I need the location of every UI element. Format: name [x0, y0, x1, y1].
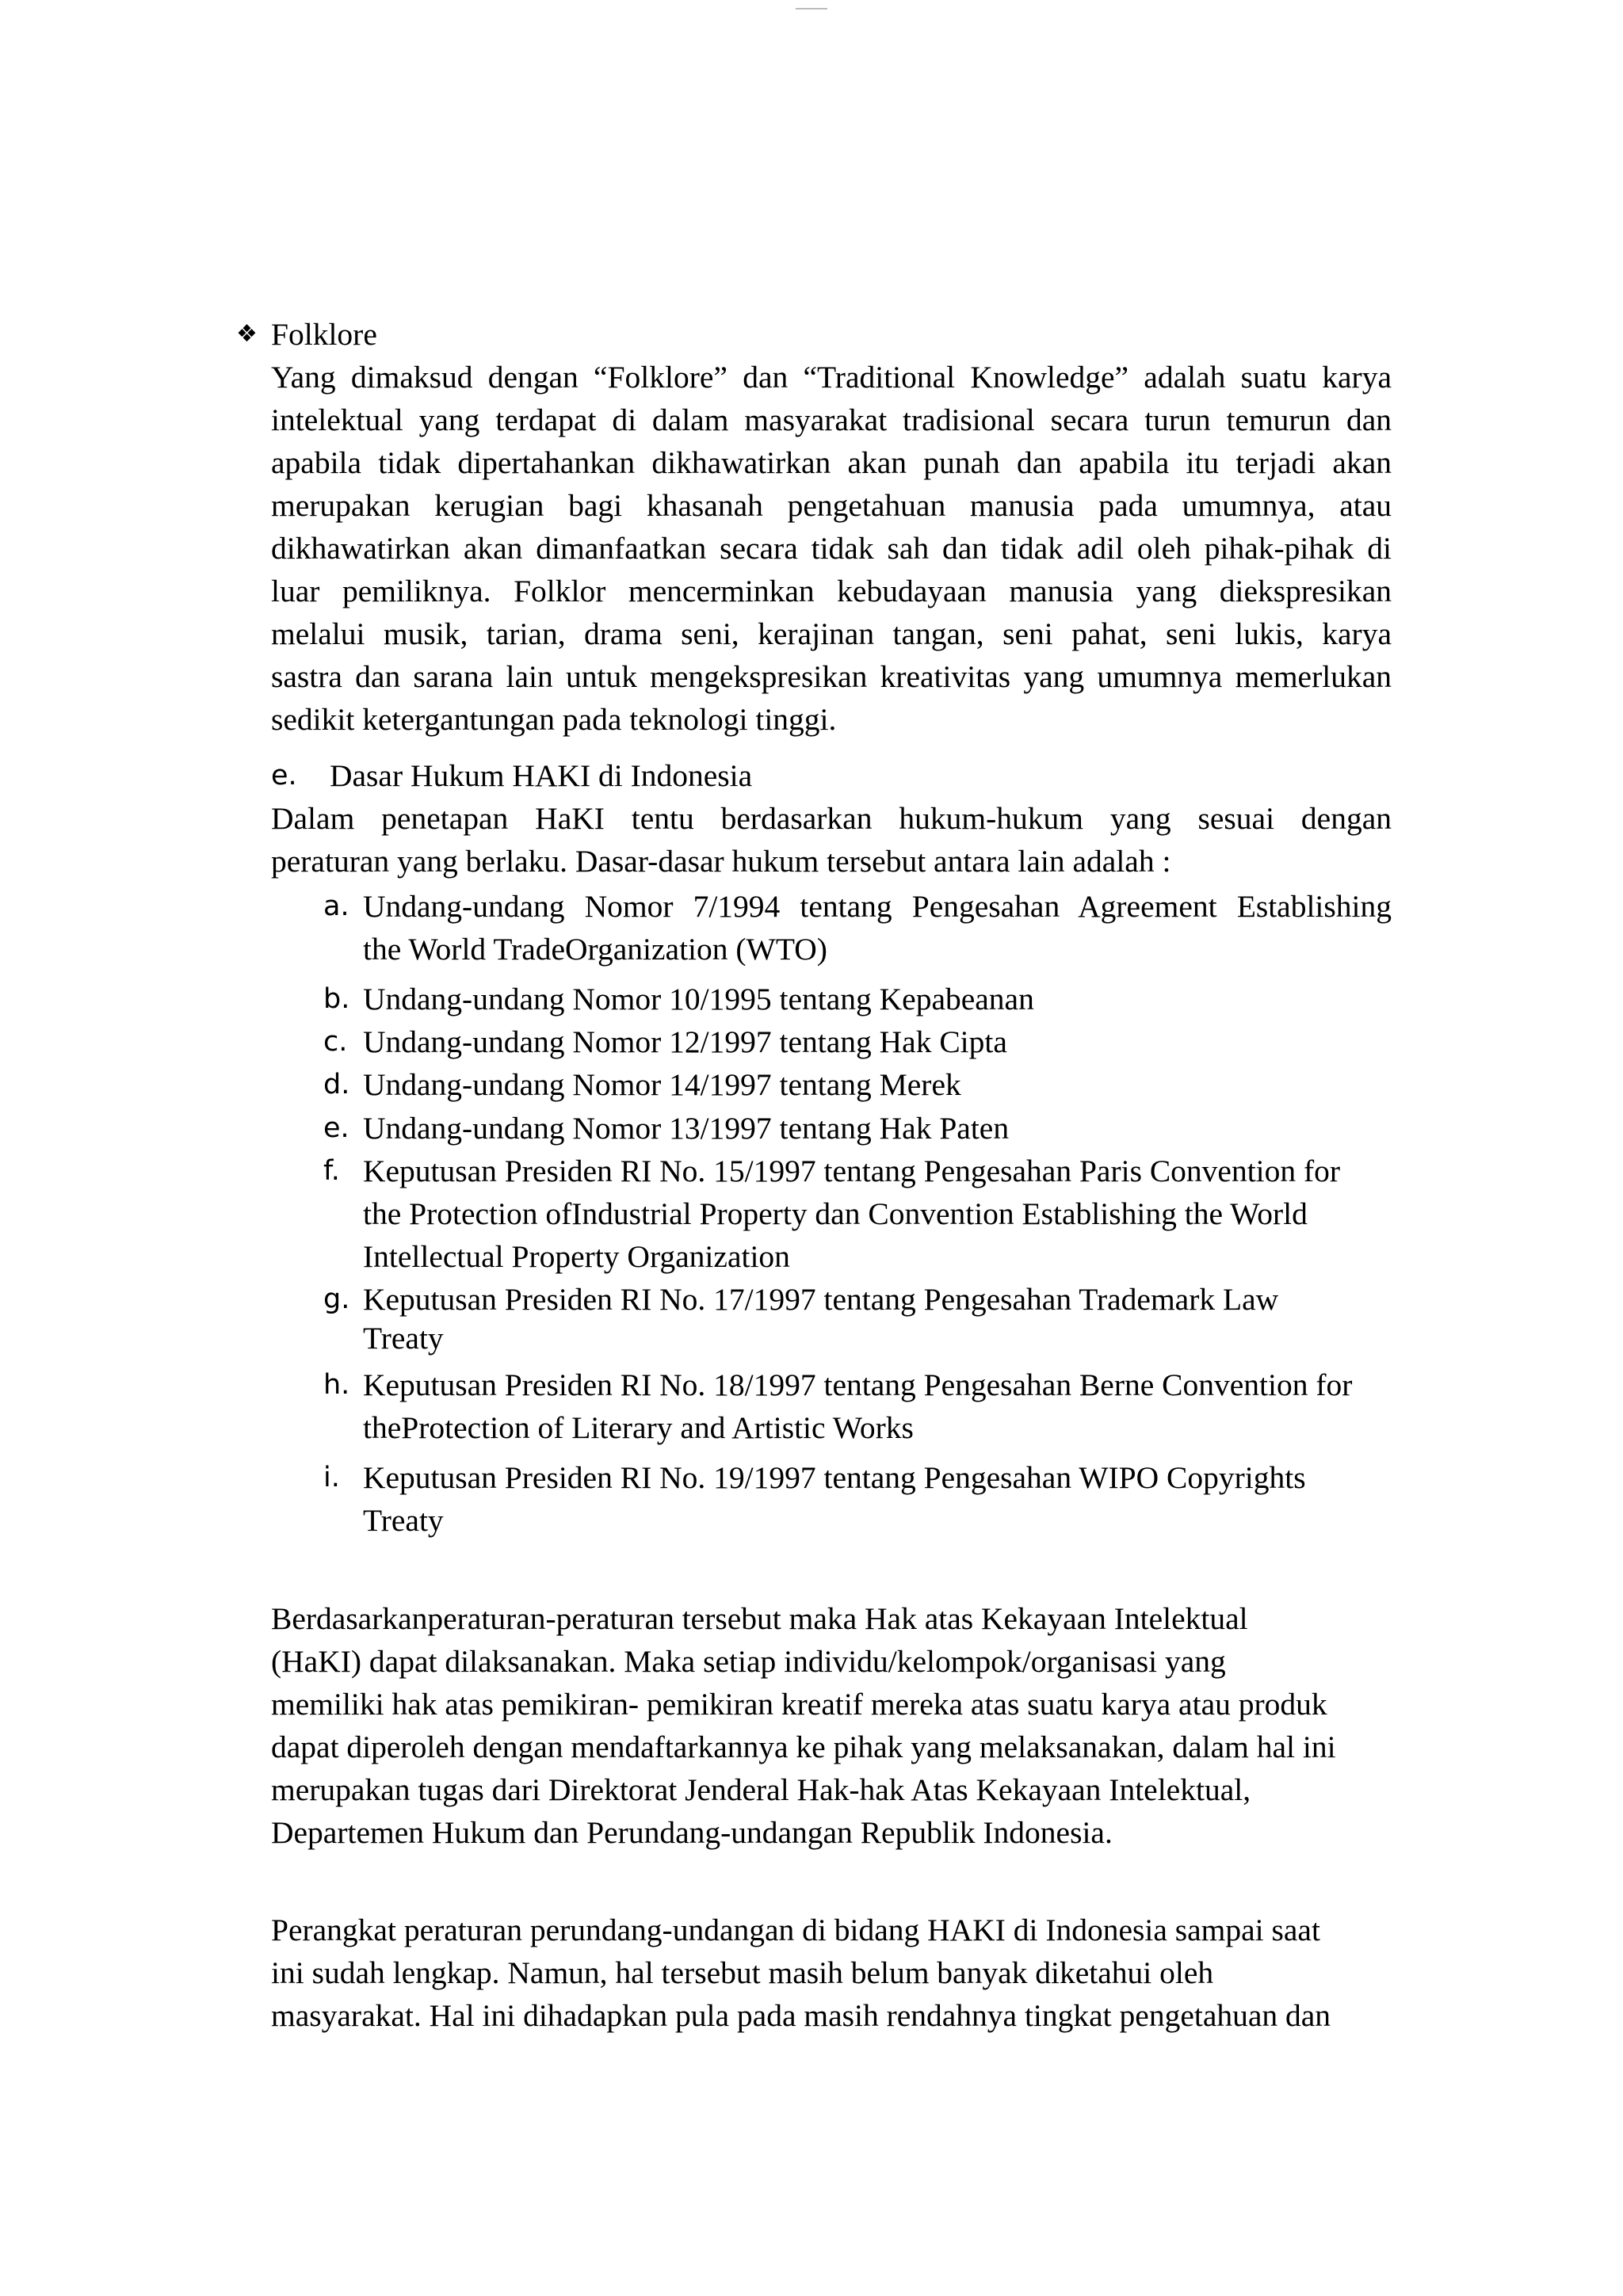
- paragraph-line: Berdasarkanperaturan-peraturan tersebut maka Hak atas Kekayaan Intelektual: [271, 1601, 1248, 1636]
- paragraph-line: (HaKI) dapat dilaksanakan. Maka setiap individu/kelompok/organisasi yang: [271, 1644, 1226, 1679]
- list-item-label: i.: [323, 1462, 340, 1493]
- list-item-line: Undang-undang Nomor 10/1995 tentang Kepabeanan: [363, 982, 1034, 1016]
- list-item-line: Intellectual Property Organization: [363, 1239, 790, 1274]
- folklore-line: merupakan kerugian bagi khasanah pengetahuan manusia pada umumnya, atau: [271, 488, 1392, 523]
- folklore-line: melalui musik, tarian, drama seni, kerajinan tangan, seni pahat, seni lukis, karya: [271, 616, 1392, 651]
- section-intro-line: Dalam penetapan HaKI tentu berdasarkan hukum-hukum yang sesuai dengan: [271, 801, 1392, 836]
- list-item-line: Keputusan Presiden RI No. 17/1997 tentang Pengesahan Trademark Law: [363, 1282, 1279, 1317]
- paragraph-line: merupakan tugas dari Direktorat Jenderal Hak-hak Atas Kekayaan Intelektual,: [271, 1772, 1251, 1807]
- folklore-heading: Folklore: [271, 317, 377, 352]
- diamond-star-bullet-icon: ❖: [236, 320, 258, 348]
- list-item-line: Undang-undang Nomor 14/1997 tentang Merek: [363, 1067, 961, 1102]
- list-item-line: Undang-undang Nomor 7/1994 tentang Pengesahan Agreement Establishing: [363, 889, 1392, 924]
- list-item-line: Keputusan Presiden RI No. 18/1997 tentang Pengesahan Berne Convention for: [363, 1367, 1353, 1402]
- list-item-label: a.: [323, 891, 349, 922]
- section-heading: Dasar Hukum HAKI di Indonesia: [330, 758, 753, 793]
- list-item-label: f.: [323, 1155, 340, 1187]
- paragraph-line: dapat diperoleh dengan mendaftarkannya ke pihak yang melaksanakan, dalam hal ini: [271, 1730, 1336, 1764]
- header-mark: [796, 8, 827, 10]
- list-item-line: Treaty: [363, 1503, 444, 1538]
- folklore-line: dikhawatirkan akan dimanfaatkan secara tidak sah dan tidak adil oleh pihak-pihak di: [271, 531, 1392, 566]
- list-item-line: Undang-undang Nomor 13/1997 tentang Hak Paten: [363, 1111, 1010, 1146]
- paragraph-line: Departemen Hukum dan Perundang-undangan Republik Indonesia.: [271, 1815, 1113, 1850]
- list-item-label: b.: [323, 983, 350, 1015]
- paragraph-line: Perangkat peraturan perundang-undangan di bidang HAKI di Indonesia sampai saat: [271, 1913, 1320, 1947]
- list-item-line: Keputusan Presiden RI No. 19/1997 tentang Pengesahan WIPO Copyrights: [363, 1460, 1306, 1495]
- folklore-line: Yang dimaksud dengan “Folklore” dan “Traditional Knowledge” adalah suatu karya: [271, 360, 1392, 395]
- section-intro-line: peraturan yang berlaku. Dasar-dasar hukum tersebut antara lain adalah :: [271, 844, 1171, 879]
- folklore-line: luar pemiliknya. Folklor mencerminkan kebudayaan manusia yang diekspresikan: [271, 574, 1392, 608]
- folklore-line: sastra dan sarana lain untuk mengekspresikan kreativitas yang umumnya memerlukan: [271, 659, 1392, 694]
- list-item-label: e.: [323, 1112, 349, 1144]
- list-item-label: g.: [323, 1283, 350, 1315]
- list-item-line: Undang-undang Nomor 12/1997 tentang Hak Cipta: [363, 1024, 1007, 1059]
- folklore-line: apabila tidak dipertahankan dikhawatirkan akan punah dan apabila itu terjadi akan: [271, 445, 1392, 480]
- list-item-line: the Protection ofIndustrial Property dan Convention Establishing the World: [363, 1196, 1308, 1231]
- list-item-label: d.: [323, 1069, 350, 1100]
- folklore-line: intelektual yang terdapat di dalam masyarakat tradisional secara turun temurun dan: [271, 402, 1392, 437]
- paragraph-line: ini sudah lengkap. Namun, hal tersebut masih belum banyak diketahui oleh: [271, 1955, 1214, 1990]
- list-item-label: h.: [323, 1369, 350, 1401]
- paragraph-line: masyarakat. Hal ini dihadapkan pula pada masih rendahnya tingkat pengetahuan dan: [271, 1998, 1331, 2033]
- list-item-line: Treaty: [363, 1321, 444, 1356]
- list-item-line: Keputusan Presiden RI No. 15/1997 tentang Pengesahan Paris Convention for: [363, 1154, 1341, 1188]
- paragraph-line: memiliki hak atas pemikiran- pemikiran kreatif mereka atas suatu karya atau produk: [271, 1687, 1327, 1722]
- list-item-line: theProtection of Literary and Artistic Works: [363, 1410, 914, 1445]
- section-label: e.: [271, 760, 297, 791]
- list-item-line: the World TradeOrganization (WTO): [363, 932, 827, 967]
- list-item-label: c.: [323, 1026, 348, 1058]
- folklore-line: sedikit ketergantungan pada teknologi tinggi.: [271, 702, 837, 737]
